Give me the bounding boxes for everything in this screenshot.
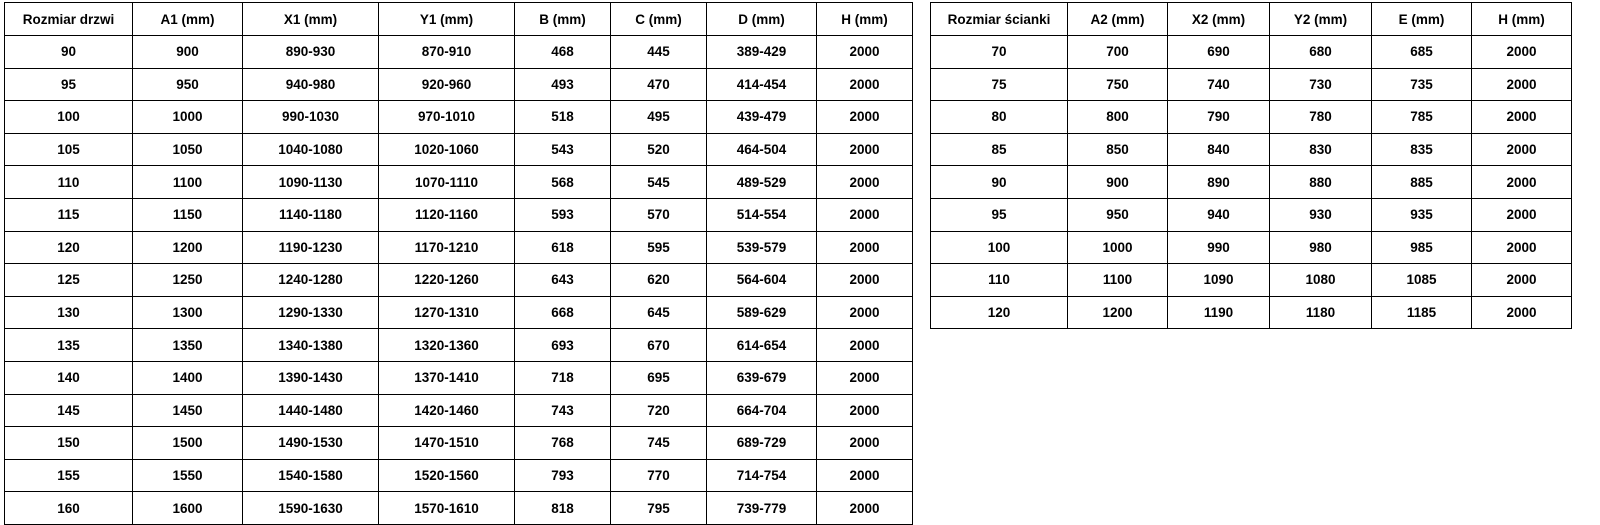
- door-size-cell: 940-980: [243, 68, 379, 101]
- table-row: [5, 394, 913, 427]
- door-size-cell: 890-930: [243, 36, 379, 69]
- wall-panel-size-cell: 2000: [1472, 101, 1572, 134]
- door-size-cell: 770: [611, 459, 707, 492]
- door-size-cell: 589-629: [707, 296, 817, 329]
- door-size-cell: 2000: [817, 166, 913, 199]
- wall-panel-size-cell: 730: [1270, 68, 1372, 101]
- door-size-cell: 1090-1130: [243, 166, 379, 199]
- wall-panel-size-cell: 785: [1372, 101, 1472, 134]
- door-size-cell: 1550: [133, 459, 243, 492]
- wall-panel-size-cell: 2000: [1472, 264, 1572, 297]
- door-size-cell: 795: [611, 492, 707, 525]
- door-size-cell: 514-554: [707, 198, 817, 231]
- door-size-cell: 489-529: [707, 166, 817, 199]
- door-size-cell: 125: [5, 264, 133, 297]
- door-size-cell: 1290-1330: [243, 296, 379, 329]
- door-size-cell: 2000: [817, 231, 913, 264]
- wall-panel-size-cell: 1080: [1270, 264, 1372, 297]
- table-row: [5, 329, 913, 362]
- door-size-cell: 670: [611, 329, 707, 362]
- table-row: [931, 36, 1572, 69]
- door-size-column-header: H (mm): [817, 3, 913, 36]
- wall-panel-size-cell: 930: [1270, 198, 1372, 231]
- door-size-cell: 464-504: [707, 133, 817, 166]
- door-size-cell: 595: [611, 231, 707, 264]
- wall-panel-size-cell: 1100: [1068, 264, 1168, 297]
- door-size-cell: 135: [5, 329, 133, 362]
- wall-panel-size-cell: 690: [1168, 36, 1270, 69]
- wall-panel-size-cell: 740: [1168, 68, 1270, 101]
- wall-panel-size-cell: 750: [1068, 68, 1168, 101]
- door-size-cell: 1070-1110: [379, 166, 515, 199]
- door-size-cell: 2000: [817, 459, 913, 492]
- wall-panel-size-cell: 840: [1168, 133, 1270, 166]
- door-size-cell: 545: [611, 166, 707, 199]
- wall-panel-size-cell: 985: [1372, 231, 1472, 264]
- door-size-cell: 2000: [817, 329, 913, 362]
- door-size-cell: 2000: [817, 394, 913, 427]
- door-size-cell: 100: [5, 101, 133, 134]
- wall-panel-size-cell: 85: [931, 133, 1068, 166]
- wall-panel-size-cell: 685: [1372, 36, 1472, 69]
- door-size-cell: 445: [611, 36, 707, 69]
- door-size-cell: 2000: [817, 492, 913, 525]
- wall-panel-size-cell: 1000: [1068, 231, 1168, 264]
- wall-panel-sizes-table-body: [931, 36, 1572, 329]
- door-size-column-header: B (mm): [515, 3, 611, 36]
- door-size-cell: 990-1030: [243, 101, 379, 134]
- door-size-cell: 570: [611, 198, 707, 231]
- door-size-cell: 645: [611, 296, 707, 329]
- door-size-cell: 110: [5, 166, 133, 199]
- door-size-cell: 618: [515, 231, 611, 264]
- door-size-cell: 1470-1510: [379, 427, 515, 460]
- door-size-column-header: X1 (mm): [243, 3, 379, 36]
- wall-panel-size-cell: 980: [1270, 231, 1372, 264]
- wall-panel-size-cell: 680: [1270, 36, 1372, 69]
- door-size-cell: 2000: [817, 361, 913, 394]
- door-size-cell: 150: [5, 427, 133, 460]
- door-size-cell: 470: [611, 68, 707, 101]
- wall-panel-size-cell: 835: [1372, 133, 1472, 166]
- door-size-cell: 970-1010: [379, 101, 515, 134]
- wall-panel-size-cell: 990: [1168, 231, 1270, 264]
- door-size-cell: 739-779: [707, 492, 817, 525]
- door-sizes-table: [4, 2, 913, 525]
- door-size-cell: 718: [515, 361, 611, 394]
- door-size-cell: 695: [611, 361, 707, 394]
- door-size-column-header: Y1 (mm): [379, 3, 515, 36]
- door-size-cell: 1100: [133, 166, 243, 199]
- door-size-cell: 1220-1260: [379, 264, 515, 297]
- table-row: [5, 459, 913, 492]
- wall-panel-size-cell: 900: [1068, 166, 1168, 199]
- door-size-cell: 1050: [133, 133, 243, 166]
- door-size-cell: 1200: [133, 231, 243, 264]
- wall-panel-size-cell: 2000: [1472, 296, 1572, 329]
- wall-panel-size-cell: 110: [931, 264, 1068, 297]
- door-size-cell: 1390-1430: [243, 361, 379, 394]
- wall-panel-size-cell: 940: [1168, 198, 1270, 231]
- wall-panel-size-cell: 1200: [1068, 296, 1168, 329]
- door-size-cell: 2000: [817, 264, 913, 297]
- table-row: [931, 264, 1572, 297]
- wall-panel-size-cell: 80: [931, 101, 1068, 134]
- door-size-cell: 2000: [817, 101, 913, 134]
- door-size-cell: 155: [5, 459, 133, 492]
- door-size-cell: 2000: [817, 198, 913, 231]
- door-size-cell: 1270-1310: [379, 296, 515, 329]
- door-size-cell: 693: [515, 329, 611, 362]
- wall-panel-size-cell: 120: [931, 296, 1068, 329]
- wall-panel-size-cell: 800: [1068, 101, 1168, 134]
- door-size-column-header: C (mm): [611, 3, 707, 36]
- door-size-cell: 145: [5, 394, 133, 427]
- table-row: [5, 133, 913, 166]
- wall-panel-size-cell: 830: [1270, 133, 1372, 166]
- door-size-cell: 1600: [133, 492, 243, 525]
- door-size-cell: 2000: [817, 68, 913, 101]
- door-size-cell: 564-604: [707, 264, 817, 297]
- table-row: [931, 101, 1572, 134]
- wall-panel-size-cell: 700: [1068, 36, 1168, 69]
- table-row: [931, 198, 1572, 231]
- wall-panel-size-cell: 70: [931, 36, 1068, 69]
- door-size-cell: 664-704: [707, 394, 817, 427]
- wall-panel-size-cell: 2000: [1472, 166, 1572, 199]
- door-size-cell: 1250: [133, 264, 243, 297]
- door-size-cell: 1000: [133, 101, 243, 134]
- door-size-cell: 2000: [817, 427, 913, 460]
- door-size-cell: 1400: [133, 361, 243, 394]
- table-row: [5, 198, 913, 231]
- wall-panel-size-cell: 1085: [1372, 264, 1472, 297]
- door-size-cell: 1570-1610: [379, 492, 515, 525]
- door-size-cell: 1440-1480: [243, 394, 379, 427]
- wall-panel-size-cell: 935: [1372, 198, 1472, 231]
- table-row: [5, 492, 913, 525]
- wall-panel-size-cell: 850: [1068, 133, 1168, 166]
- door-size-cell: 414-454: [707, 68, 817, 101]
- door-size-cell: 130: [5, 296, 133, 329]
- door-size-cell: 518: [515, 101, 611, 134]
- door-size-cell: 140: [5, 361, 133, 394]
- wall-panel-size-cell: 75: [931, 68, 1068, 101]
- door-size-cell: 920-960: [379, 68, 515, 101]
- door-size-cell: 539-579: [707, 231, 817, 264]
- door-size-cell: 1190-1230: [243, 231, 379, 264]
- wall-panel-size-cell: 2000: [1472, 198, 1572, 231]
- door-size-cell: 714-754: [707, 459, 817, 492]
- door-size-cell: 620: [611, 264, 707, 297]
- door-size-cell: 439-479: [707, 101, 817, 134]
- door-size-cell: 1150: [133, 198, 243, 231]
- wall-panel-size-cell: 2000: [1472, 231, 1572, 264]
- table-row: [931, 166, 1572, 199]
- door-size-column-header: A1 (mm): [133, 3, 243, 36]
- door-size-cell: 1500: [133, 427, 243, 460]
- wall-panel-size-cell: 885: [1372, 166, 1472, 199]
- wall-panel-size-cell: 1180: [1270, 296, 1372, 329]
- door-size-cell: 2000: [817, 296, 913, 329]
- wall-panel-sizes-table-head: [931, 3, 1572, 36]
- wall-panel-size-cell: 2000: [1472, 36, 1572, 69]
- wall-panel-size-column-header: E (mm): [1372, 3, 1472, 36]
- wall-panel-size-column-header: A2 (mm): [1068, 3, 1168, 36]
- table-row: [5, 101, 913, 134]
- door-size-cell: 1540-1580: [243, 459, 379, 492]
- door-size-cell: 689-729: [707, 427, 817, 460]
- door-size-cell: 720: [611, 394, 707, 427]
- door-size-cell: 614-654: [707, 329, 817, 362]
- door-size-cell: 793: [515, 459, 611, 492]
- door-size-cell: 1340-1380: [243, 329, 379, 362]
- door-size-cell: 593: [515, 198, 611, 231]
- door-size-cell: 493: [515, 68, 611, 101]
- table-row: [5, 361, 913, 394]
- wall-panel-size-column-header: Rozmiar ścianki: [931, 3, 1068, 36]
- door-sizes-table-head: [5, 3, 913, 36]
- door-size-cell: 1300: [133, 296, 243, 329]
- door-size-cell: 1140-1180: [243, 198, 379, 231]
- table-row: [5, 264, 913, 297]
- door-size-cell: 1320-1360: [379, 329, 515, 362]
- door-size-cell: 745: [611, 427, 707, 460]
- wall-panel-size-cell: 780: [1270, 101, 1372, 134]
- door-size-cell: 743: [515, 394, 611, 427]
- table-row: [5, 36, 913, 69]
- wall-panel-size-cell: 2000: [1472, 133, 1572, 166]
- door-size-cell: 543: [515, 133, 611, 166]
- door-size-cell: 1590-1630: [243, 492, 379, 525]
- door-size-cell: 115: [5, 198, 133, 231]
- door-size-cell: 870-910: [379, 36, 515, 69]
- door-size-cell: 1120-1160: [379, 198, 515, 231]
- door-size-cell: 495: [611, 101, 707, 134]
- door-size-cell: 95: [5, 68, 133, 101]
- door-size-cell: 1420-1460: [379, 394, 515, 427]
- wall-panel-size-cell: 790: [1168, 101, 1270, 134]
- door-size-cell: 120: [5, 231, 133, 264]
- door-size-cell: 1370-1410: [379, 361, 515, 394]
- door-size-cell: 768: [515, 427, 611, 460]
- door-size-cell: 1520-1560: [379, 459, 515, 492]
- table-row: [5, 68, 913, 101]
- wall-panel-size-column-header: Y2 (mm): [1270, 3, 1372, 36]
- door-size-cell: 1170-1210: [379, 231, 515, 264]
- door-size-cell: 520: [611, 133, 707, 166]
- door-size-cell: 105: [5, 133, 133, 166]
- wall-panel-size-cell: 100: [931, 231, 1068, 264]
- wall-panel-size-cell: 2000: [1472, 68, 1572, 101]
- door-size-column-header: Rozmiar drzwi: [5, 3, 133, 36]
- wall-panel-size-cell: 90: [931, 166, 1068, 199]
- door-size-cell: 160: [5, 492, 133, 525]
- table-row: [5, 231, 913, 264]
- wall-panel-sizes-table: [930, 2, 1572, 329]
- door-size-cell: 818: [515, 492, 611, 525]
- door-size-cell: 1490-1530: [243, 427, 379, 460]
- wall-panel-size-cell: 1185: [1372, 296, 1472, 329]
- wall-panel-size-column-header: H (mm): [1472, 3, 1572, 36]
- door-size-cell: 2000: [817, 133, 913, 166]
- table-row: [931, 68, 1572, 101]
- table-header-row: [931, 3, 1572, 36]
- wall-panel-size-cell: 950: [1068, 198, 1168, 231]
- door-size-cell: 950: [133, 68, 243, 101]
- table-row: [5, 166, 913, 199]
- wall-panel-size-cell: 735: [1372, 68, 1472, 101]
- table-row: [931, 296, 1572, 329]
- wall-panel-size-cell: 1190: [1168, 296, 1270, 329]
- table-header-row: [5, 3, 913, 36]
- door-sizes-table-body: [5, 36, 913, 525]
- door-size-cell: 1040-1080: [243, 133, 379, 166]
- door-size-cell: 1240-1280: [243, 264, 379, 297]
- table-row: [5, 296, 913, 329]
- door-size-cell: 668: [515, 296, 611, 329]
- table-row: [931, 231, 1572, 264]
- door-size-cell: 639-679: [707, 361, 817, 394]
- door-size-cell: 643: [515, 264, 611, 297]
- door-size-cell: 568: [515, 166, 611, 199]
- wall-panel-size-cell: 890: [1168, 166, 1270, 199]
- door-size-cell: 1350: [133, 329, 243, 362]
- door-size-cell: 389-429: [707, 36, 817, 69]
- door-size-cell: 900: [133, 36, 243, 69]
- wall-panel-size-column-header: X2 (mm): [1168, 3, 1270, 36]
- wall-panel-size-cell: 880: [1270, 166, 1372, 199]
- wall-panel-size-cell: 1090: [1168, 264, 1270, 297]
- door-size-column-header: D (mm): [707, 3, 817, 36]
- door-size-cell: 1450: [133, 394, 243, 427]
- door-size-cell: 468: [515, 36, 611, 69]
- door-size-cell: 1020-1060: [379, 133, 515, 166]
- table-row: [931, 133, 1572, 166]
- wall-panel-size-cell: 95: [931, 198, 1068, 231]
- door-size-cell: 90: [5, 36, 133, 69]
- door-size-cell: 2000: [817, 36, 913, 69]
- table-row: [5, 427, 913, 460]
